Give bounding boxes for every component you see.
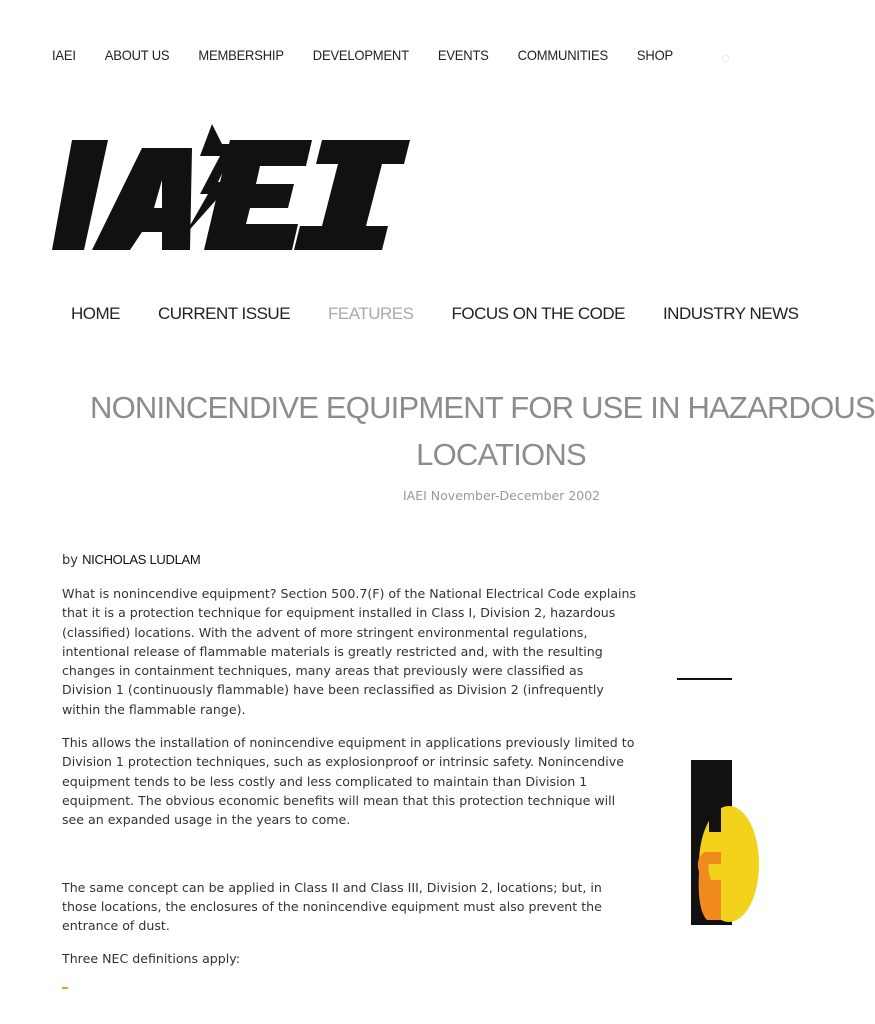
topnav-iaei[interactable]: IAEI: [52, 47, 76, 64]
main-navigation: [71, 304, 798, 324]
paragraph-3: The same concept can be applied in Class II and Class III, Division 2, locations; but, in those locations, the enclosures of the nonincendive equipment must also prevent the entrance of dust.: [62, 879, 602, 934]
paragraph-2: This allows the installation of nonincendive equipment in applications previously limited to Division 1 protection techniques, such as explosionproof or intrinsic safety. Nonincendive equipment tends to be less costly and less complicated to maintain than Division 1 equipment. The obvious economic benefits will mean that this protection technique will see an expanded usage in the years to come.: [62, 735, 635, 828]
topnav-communities[interactable]: COMMUNITIES: [517, 47, 608, 64]
author-link[interactable]: NICHOLAS LUDLAM: [82, 552, 201, 567]
nav-industry-news[interactable]: INDUSTRY NEWS: [662, 304, 799, 323]
article-title-line2: LOCATIONS: [416, 437, 586, 472]
search-icon[interactable]: ○: [722, 54, 730, 64]
topnav-shop[interactable]: SHOP: [636, 47, 673, 64]
accent-dash: [62, 987, 68, 989]
topnav-events[interactable]: EVENTS: [437, 47, 489, 64]
nav-home[interactable]: HOME: [71, 304, 120, 323]
byline-prefix: by: [62, 553, 78, 568]
iaei-logo-graphic: [50, 120, 412, 254]
sidebar-divider: [677, 678, 732, 680]
article-title-line1: NONINCENDIVE EQUIPMENT FOR USE IN HAZARDOUS: [90, 390, 875, 425]
article-body: [62, 584, 637, 983]
top-navigation: [52, 48, 673, 64]
ad-artwork: [691, 760, 732, 925]
paragraph-4: Three NEC definitions apply:: [62, 951, 241, 967]
topnav-development[interactable]: DEVELOPMENT: [312, 47, 409, 64]
iaei-logo[interactable]: [50, 120, 412, 254]
nav-features[interactable]: FEATURES: [328, 304, 414, 323]
paragraph-1: What is nonincendive equipment? Section 500.7(F) of the National Electrical Code explains that it is a protection technique for equipment installed in Class I, Division 2, hazardous (classified) locations. With the advent of more stringent environmental regulations, intentional release of flammable materials is greatly restricted and, with the resulting changes in containment techniques, many areas that previously were classified as Division 1 (continuously flammable) have been reclassified as Division 2 (infrequently within the flammable range).: [62, 586, 637, 717]
topnav-about-us[interactable]: ABOUT US: [104, 47, 170, 64]
byline: [62, 552, 200, 568]
nav-focus-on-the-code[interactable]: FOCUS ON THE CODE: [451, 304, 625, 323]
topnav-membership[interactable]: MEMBERSHIP: [198, 47, 284, 64]
sidebar-ad-banner[interactable]: [691, 760, 732, 925]
issue-date: IAEI November-December 2002: [403, 488, 601, 503]
nav-current-issue[interactable]: CURRENT ISSUE: [158, 304, 291, 323]
article-title: [90, 384, 875, 478]
